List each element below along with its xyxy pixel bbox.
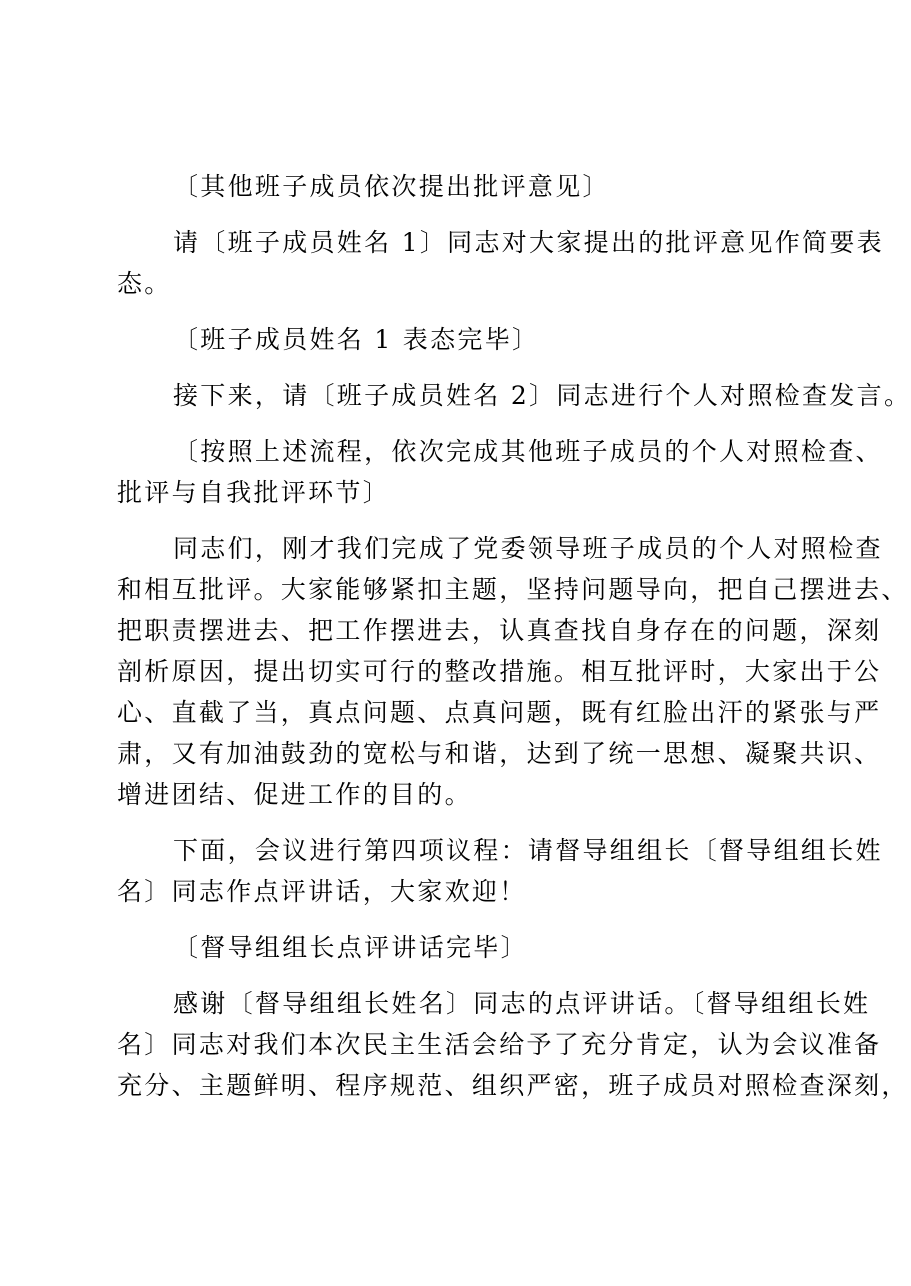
text-line: 下面，会议进行第四项议程：请督导组组长〔督导组组长姓	[173, 836, 883, 865]
line-gap	[117, 968, 793, 983]
text-line: 〔按照上述流程，依次完成其他班子成员的个人对照检查、	[173, 437, 883, 466]
line-gap	[117, 304, 793, 319]
text-line: 〔班子成员姓名 1 表态完毕〕	[173, 325, 540, 354]
text-line: 〔其他班子成员依次提出批评意见〕	[173, 172, 610, 201]
line-gap	[117, 815, 793, 830]
text-line: 剖析原因，提出切实可行的整改措施。相互批评时，大家出于公	[117, 657, 882, 686]
text-line: 批评与自我批评环节〕	[117, 478, 391, 507]
text-line: 〔督导组组长点评讲话完毕〕	[173, 933, 528, 962]
line-gap	[117, 912, 793, 927]
line-gap	[117, 513, 793, 528]
text-line: 接下来，请〔班子成员姓名 2〕同志进行个人对照检查发言。	[173, 381, 911, 410]
text-line: 请〔班子成员姓名 1〕同志对大家提出的批评意见作简要表	[173, 228, 884, 257]
text-line: 名〕同志对我们本次民主生活会给予了充分肯定，认为会议准备	[117, 1030, 882, 1059]
text-line: 态。	[117, 269, 172, 298]
text-line: 增进团结、促进工作的目的。	[117, 780, 472, 809]
text-line: 和相互批评。大家能够紧扣主题，坚持问题导向，把自己摆进去、	[117, 575, 909, 604]
document-body	[117, 166, 911, 1106]
line-gap	[117, 207, 793, 222]
text-line: 心、直截了当，真点问题、点真问题，既有红脸出汗的紧张与严	[117, 698, 882, 727]
line-gap	[117, 360, 793, 375]
text-line: 感谢〔督导组组长姓名〕同志的点评讲话。〔督导组组长姓	[173, 989, 871, 1018]
text-line: 肃，又有加油鼓劲的宽松与和谐，达到了统一思想、凝聚共识、	[117, 739, 882, 768]
text-line: 充分、主题鲜明、程序规范、组织严密，班子成员对照检查深刻，	[117, 1071, 909, 1100]
text-line: 名〕同志作点评讲话，大家欢迎！	[117, 877, 527, 906]
text-line: 把职责摆进去、把工作摆进去，认真查找自身存在的问题，深刻	[117, 616, 882, 645]
line-gap	[117, 416, 793, 431]
text-line: 同志们，刚才我们完成了党委领导班子成员的个人对照检查	[173, 534, 883, 563]
